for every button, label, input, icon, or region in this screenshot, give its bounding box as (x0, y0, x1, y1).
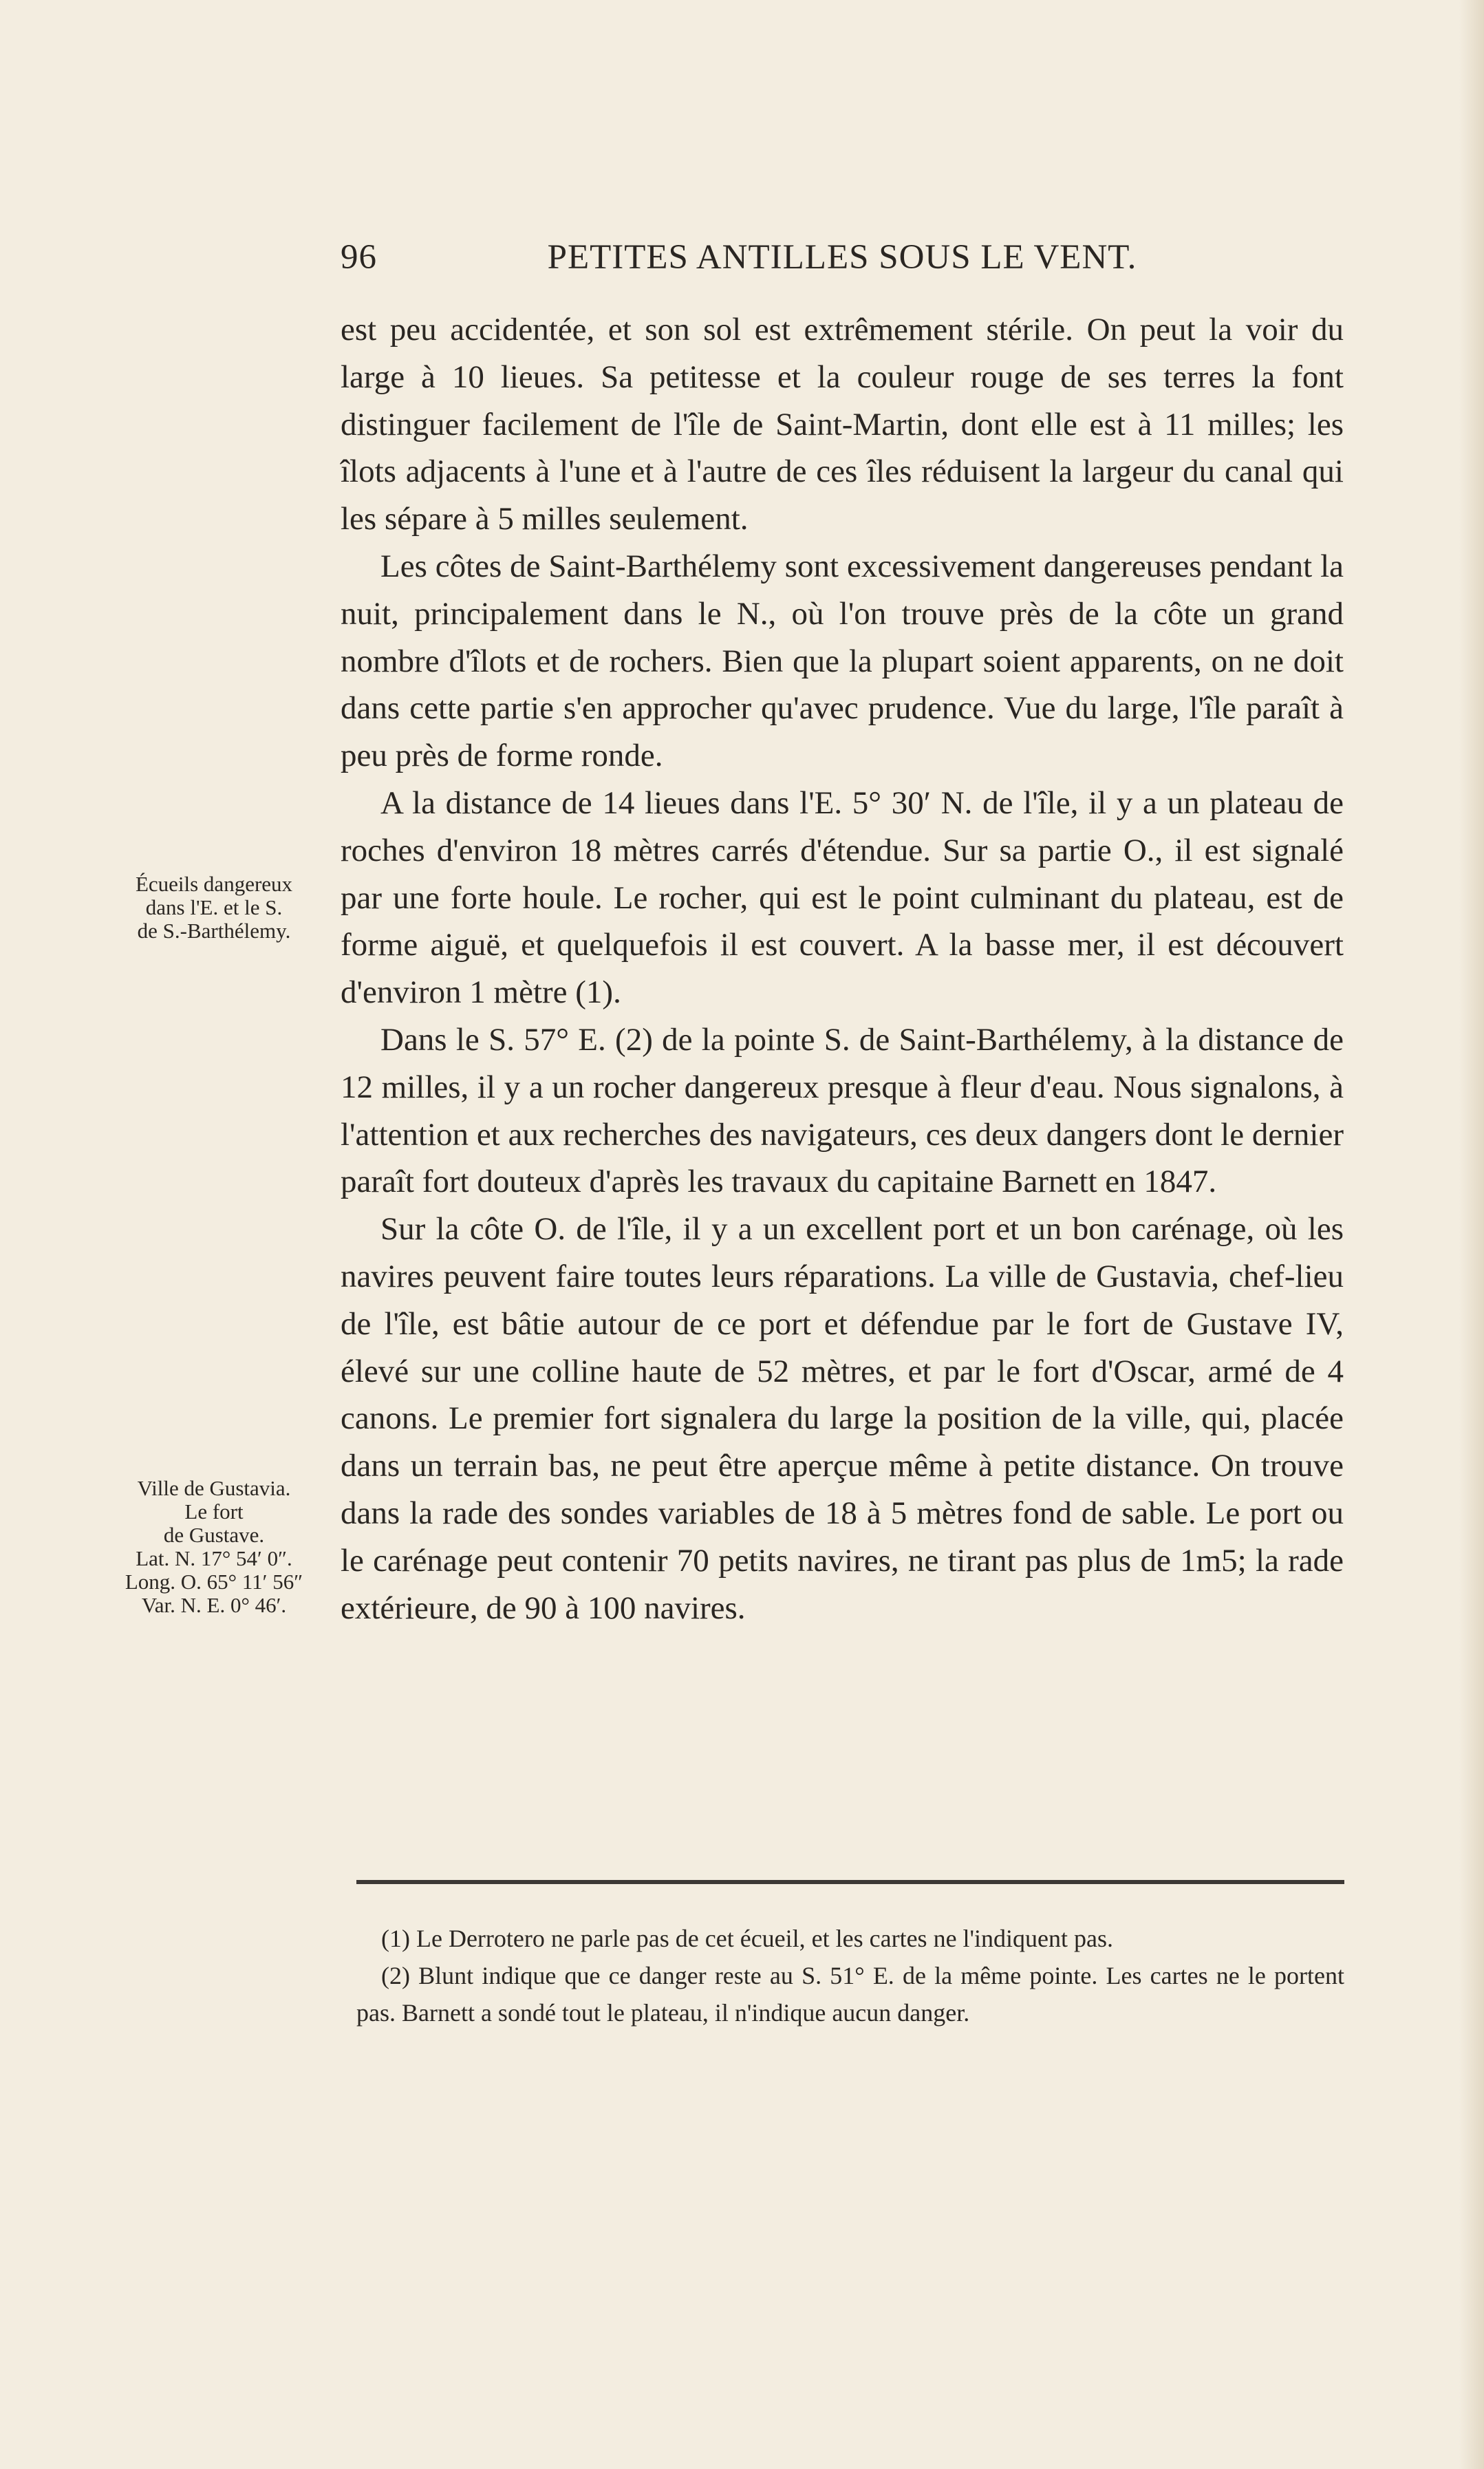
margin-note-gustavia (103, 1477, 325, 1617)
footnote: (1) Le Derrotero ne parle pas de cet écueil, et les cartes ne l'indiquent pas. (381, 1925, 1114, 1952)
paragraph: Les côtes de Saint-Barthélemy sont excessivement dangereuses pendant la nuit, principalement dans le N., où l'on trouve près de la côte un grand nombre d'îlots et de rochers. Bien que la plupart soient apparents, on ne doit dans cette partie s'en approcher qu'avec prudence. Vue du large, l'île paraît à peu près de forme ronde. (341, 548, 1344, 774)
main-text (341, 306, 1344, 1632)
paragraph: Dans le S. 57° E. (2) de la pointe S. de Saint-Barthélemy, à la distance de 12 milles, il y a un rocher dangereux presque à fleur d'eau. Nous signalons, à l'attention et aux recherches des navigateurs, ces deux dangers dont le dernier paraît fort douteux d'après les travaux du capitaine Barnett en 1847. (341, 1021, 1344, 1200)
margin-note-line: Écueils dangereux (135, 872, 293, 896)
margin-note-line: Lat. N. 17° 54′ 0″. (136, 1546, 292, 1570)
margin-note-line: Ville de Gustavia. (137, 1476, 291, 1500)
footnote: (2) Blunt indique que ce danger reste au S. 51° E. de la même pointe. Les cartes ne le portent pas. Barnett a sondé tout le plateau, il n'indique aucun danger. (356, 1962, 1344, 2027)
margin-note-line: de Gustave. (163, 1523, 265, 1547)
running-head (341, 237, 1344, 286)
margin-note-reefs (103, 873, 325, 943)
page-edge-shadow (1459, 0, 1484, 2469)
margin-note-line: dans l'E. et le S. (145, 895, 283, 919)
paragraph: A la distance de 14 lieues dans l'E. 5° 30′ N. de l'île, il y a un plateau de roches d'environ 18 mètres carrés d'étendue. Sur sa partie O., il est signalé par une forte houle. Le rocher, qui est le point culminant du plateau, est de forme aiguë, et quelquefois il est couvert. A la basse mer, il est découvert d'environ 1 mètre (1). (341, 784, 1344, 1011)
footnote-rule (356, 1880, 1344, 1884)
running-title: PETITES ANTILLES SOUS LE VENT. (547, 238, 1137, 277)
margin-note-line: de S.-Barthélemy. (137, 919, 291, 943)
page-number: 96 (341, 238, 377, 277)
margin-note-line: Le fort (184, 1499, 244, 1524)
paragraph: est peu accidentée, et son sol est extrêmement stérile. On peut la voir du large à 10 lieues. Sa petitesse et la couleur rouge de ses terres la font distinguer facilement de l'île de Saint-Martin, dont elle est à 11 milles; les îlots adjacents à l'une et à l'autre de ces îles réduisent la largeur du canal qui les sépare à 5 milles seulement. (341, 312, 1344, 537)
margin-note-line: Var. N. E. 0° 46′. (141, 1593, 287, 1617)
footnotes (356, 1920, 1344, 2031)
margin-note-line: Long. O. 65° 11′ 56″ (125, 1570, 303, 1594)
paragraph: Sur la côte O. de l'île, il y a un excellent port et un bon carénage, où les navires peuvent faire toutes leurs réparations. La ville de Gustavia, chef-lieu de l'île, est bâtie autour de ce port et défendue par le fort de Gustave IV, élevé sur une colline haute de 52 mètres, et par le fort d'Oscar, armé de 4 canons. Le premier fort signalera du large la position de la ville, qui, placée dans un terrain bas, ne peut être aperçue même à petite distance. On trouve dans la rade des sondes variables de 18 à 5 mètres fond de sable. Le port ou le carénage peut contenir 70 petits navires, ne tirant pas plus de 1m5; la rade extérieure, de 90 à 100 navires. (341, 1211, 1344, 1626)
